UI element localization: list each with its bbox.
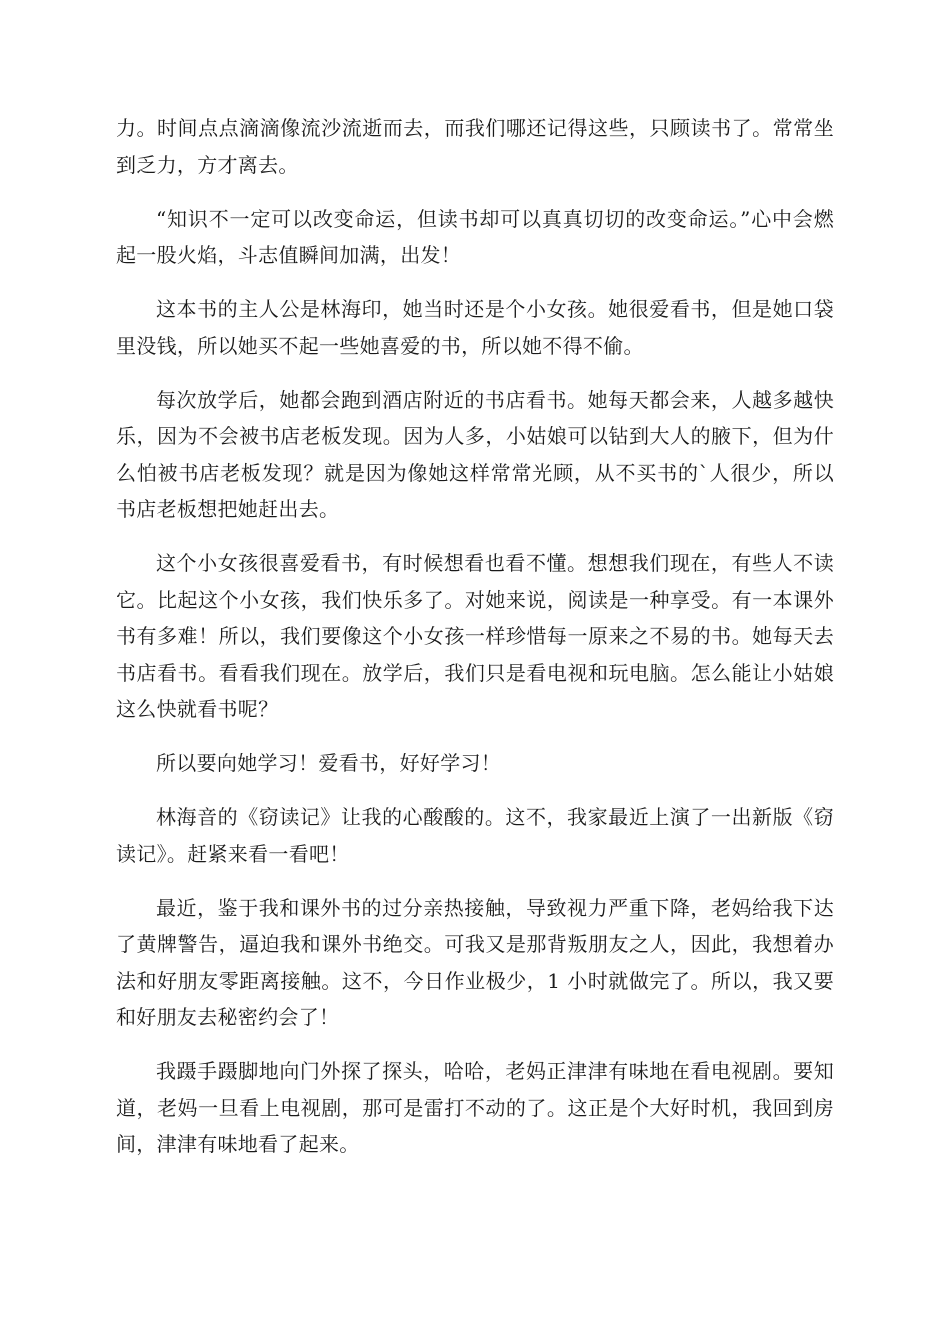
paragraph: 这个小女孩很喜爱看书，有时候想看也看不懂。想想我们现在，有些人不读它。比起这个小女孩，我们快乐多了。对她来说，阅读是一种享受。有一本课外书有多难！所以，我们要像这个小女孩一样珍惜每一原来之不易的书。她每天去书店看书。看看我们现在。放学后，我们只是看电视和玩电脑。怎么能让小姑娘这么快就看书呢？ <box>116 551 834 721</box>
paragraph: 每次放学后，她都会跑到酒店附近的书店看书。她每天都会来，人越多越快乐，因为不会被书店老板发现。因为人多，小姑娘可以钻到大人的腋下，但为什么怕被书店老板发现？就是因为像她这样常常光顾，从不买书的`人很少，所以书店老板想把她赶出去。 <box>116 387 834 521</box>
paragraph: 林海音的《窃读记》让我的心酸酸的。这不，我家最近上演了一出新版《窃读记》。赶紧来看一看吧！ <box>116 805 834 866</box>
paragraph: 这本书的主人公是林海印，她当时还是个小女孩。她很爱看书，但是她口袋里没钱，所以她买不起一些她喜爱的书，所以她不得不偷。 <box>116 297 834 358</box>
paragraph: 我蹑手蹑脚地向门外探了探头，哈哈，老妈正津津有味地在看电视剧。要知道，老妈一旦看上电视剧，那可是雷打不动的了。这正是个大好时机，我回到房间，津津有味地看了起来。 <box>116 1059 834 1156</box>
paragraph: 所以要向她学习！爱看书，好好学习！ <box>156 751 502 775</box>
paragraph-continuation: 力。时间点点滴滴像流沙流逝而去，而我们哪还记得这些，只顾读书了。常常坐到乏力，方才离去。 <box>116 116 834 177</box>
paragraph-quote: “知识不一定可以改变命运，但读书却可以真真切切的改变命运。”心中会燃起一股火焰，斗志值瞬间加满，出发！ <box>116 206 834 267</box>
paragraph: 最近，鉴于我和课外书的过分亲热接触，导致视力严重下降，老妈给我下达了黄牌警告，逼迫我和课外书绝交。可我又是那背叛朋友之人，因此，我想着办法和好朋友零距离接触。这不，今日作业极少，1 小时就做完了。所以，我又要和好朋友去秘密约会了！ <box>116 895 834 1029</box>
article-body <box>116 110 834 1180</box>
